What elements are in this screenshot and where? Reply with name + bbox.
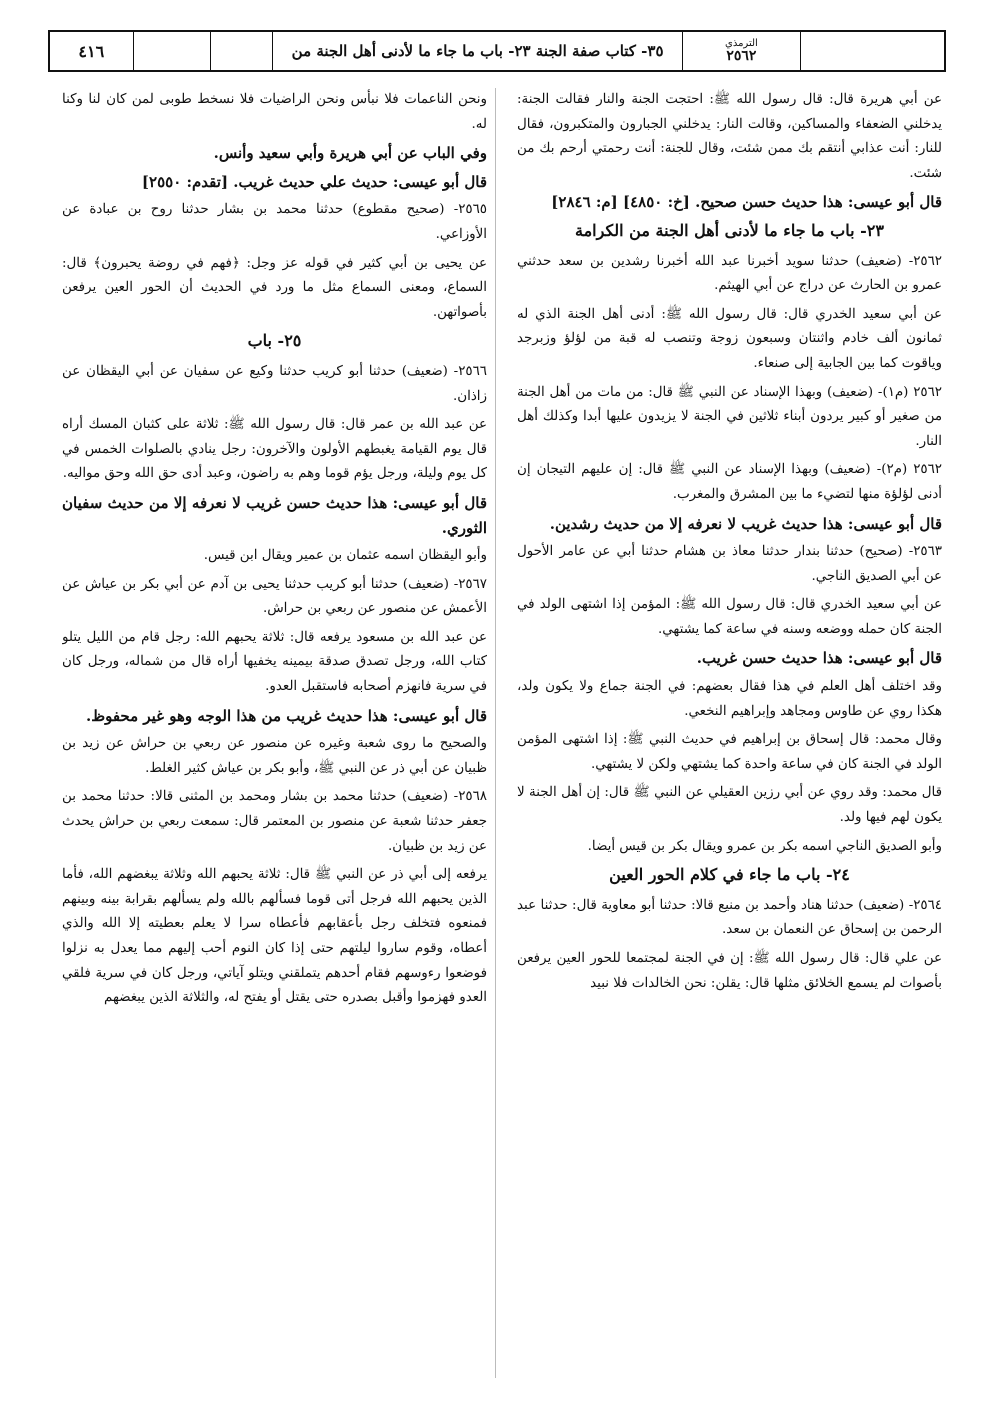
paragraph: وأبو اليقظان اسمه عثمان بن عمير ويقال ابن قيس. — [203, 548, 487, 564]
paragraph: وأبو الصديق الناجي اسمه بكر بن عمرو ويقال بكر بن قيس أيضا. — [587, 838, 942, 854]
header-cell-empty — [211, 32, 273, 70]
paragraph: عن عبد الله بن عمر قال: قال رسول الله ﷺ: ثلاثة على كثبان المسك أراه قال يوم القيامة يغبطهم الأولون والآخرون: رجل ينادي بالصلوات الخمس في كل يوم وليلة، ورجل يؤم قوما وهم به راضون، وعبد أدى حق الله وحق مواليه. — [62, 417, 487, 482]
hadith-chain: ٢٥٦٢ (م٢)- (ضعيف) وبهذا الإسناد عن النبي ﷺ قال: إن عليهم التيجان إن أدنى لؤلؤة منها لتضيء ما بين المشرق والمغرب. — [517, 462, 942, 502]
hadith-chain: ٢٥٦٢- (ضعيف) حدثنا سويد أخبرنا عبد الله أخبرنا رشدين بن سعد حدثني عمرو بن الحارث عن دراج عن أبي الهيثم. — [517, 253, 942, 294]
chapter-heading: ٢٣- باب ما جاء ما لأدنى أهل الجنة من الكرامة — [575, 220, 884, 240]
right-column — [517, 88, 942, 1378]
paragraph: وقد اختلف أهل العلم في هذا فقال بعضهم: في الجنة جماع ولا يكون ولد، هكذا روي عن طاوس ومجاهد وإبراهيم النخعي. — [517, 679, 942, 719]
tirmidhi-comment: قال أبو عيسى: حديث علي حديث غريب. [تقدم: ٢٥٥٠] — [141, 172, 487, 191]
hadith-chain: ٢٥٦٦- (ضعيف) حدثنا أبو كريب حدثنا وكيع عن سفيان عن أبي اليقظان عن زاذان. — [62, 363, 487, 404]
paragraph: يرفعه إلى أبي ذر عن النبي ﷺ قال: ثلاثة يحبهم الله وثلاثة يبغضهم الله، فأما الذين يحبهم الله فرجل أتى قوما فسألهم بالله ولم يسألهم بقرابة بينه وبينهم فمنعوه فتخلف رجل بأعقابهم فأعطاه سرا لا يعلم بعطيته إلا الله والذي أعطاه، وقوم ساروا ليلتهم حتى إذا كان النوم أحب إليهم مما يعدل به نزلوا فوضعوا رءوسهم فقام أحدهم يتملقني ويتلو آياتي، ورجل كان في سرية فلقي العدو فهزموا وأقبل بصدره حتى يقتل أو يفتح له، والثلاثة الذين يبغضهم — [62, 867, 487, 1006]
paragraph: قال محمد: وقد روي عن أبي رزين العقيلي عن النبي ﷺ قال: إن أهل الجنة لا يكون لهم فيها ولد. — [517, 785, 942, 826]
paragraph: ونحن الناعمات فلا نبأس ونحن الراضيات فلا نسخط طوبى لمن كان لنا وكنا له. — [62, 92, 487, 132]
tirmidhi-comment: قال أبو عيسى: هذا حديث حسن غريب لا نعرفه إلا من حديث سفيان الثوري. — [62, 493, 487, 537]
page-number: ٤١٦ — [50, 32, 134, 70]
tirmidhi-comment: قال أبو عيسى: هذا حديث حسن صحيح. [خ: ٤٨٥٠] [م: ٢٨٤٦] — [551, 193, 942, 212]
tirmidhi-comment: قال أبو عيسى: هذا حديث حسن غريب. — [696, 649, 942, 668]
chapter-heading: ٢٥- باب — [247, 331, 302, 351]
column-divider — [495, 88, 496, 1378]
hadith-chain: ٢٥٦٤- (ضعيف) حدثنا هناد وأحمد بن منيع قالا: حدثنا أبو معاوية قال: حدثنا عبد الرحمن بن إسحاق عن النعمان بن سعد. — [517, 897, 942, 938]
paragraph: عن أبي سعيد الخدري قال: قال رسول الله ﷺ: المؤمن إذا اشتهى الولد في الجنة كان حمله ووضعه وسنه في ساعة كما يشتهي. — [517, 597, 942, 637]
paragraph: عن أبي سعيد الخدري قال: قال رسول الله ﷺ: أدنى أهل الجنة الذي له ثمانون ألف خادم واثنتان وسبعون زوجة وتنصب له قبة من لؤلؤ وزبرجد وياقوت كما بين الجابية إلى صنعاء. — [517, 306, 942, 371]
hadith-chain: ٢٥٦٨- (ضعيف) حدثنا محمد بن بشار ومحمد بن المثنى قالا: حدثنا محمد بن جعفر حدثنا شعبة عن منصور بن المعتمر قال: سمعت ربعي بن حراش يحدث عن زيد بن ظبيان. — [62, 789, 487, 854]
hadith-chain: ٢٥٦٥- (صحيح مقطوع) حدثنا محمد بن بشار حدثنا روح بن عبادة عن الأوزاعي. — [62, 202, 487, 242]
tirmidhi-comment: قال أبو عيسى: هذا حديث غريب من هذا الوجه وهو غير محفوظ. — [85, 706, 487, 725]
paragraph: عن يحيى بن أبي كثير في قوله عز وجل: ﴿فهم في روضة يحبرون﴾ قال: السماع، ومعنى السماع مثل ما ورد في الحديث أن الحور العين يرفعن بأصواتهن. — [62, 255, 487, 320]
hadith-chain: ٢٥٦٣- (صحيح) حدثنا بندار حدثنا معاذ بن هشام حدثنا أبي عن عامر الأحول عن أبي الصديق الناجي. — [517, 544, 942, 584]
tirmidhi-comment: قال أبو عيسى: هذا حديث غريب لا نعرفه إلا من حديث رشدين. — [549, 514, 942, 533]
hadith-chain: ٢٥٦٢ (م١)- (ضعيف) وبهذا الإسناد عن النبي ﷺ قال: من مات من أهل الجنة من صغير أو كبير يردون أبناء ثلاثين في الجنة لا يزيدون عليها أبدا وكذلك أهل النار. — [517, 384, 942, 449]
header-cell-empty — [134, 32, 212, 70]
header-cell-empty — [801, 32, 944, 70]
hadith-number: ٢٥٦٢ — [726, 47, 757, 64]
paragraph: والصحيح ما روى شعبة وغيره عن منصور عن ربعي بن حراش عن زيد بن ظبيان عن أبي ذر عن النبي ﷺ، وأبو بكر بن عياش كثير الغلط. — [62, 736, 487, 776]
paragraph: وقال محمد: قال إسحاق بن إبراهيم في حديث النبي ﷺ: إذا اشتهى المؤمن الولد في الجنة كان في ساعة واحدة كما يشتهي ولكن لا يشتهي. — [517, 732, 942, 772]
left-column — [62, 88, 487, 1378]
paragraph: عن علي قال: قال رسول الله ﷺ: إن في الجنة لمجتمعا للحور العين يرفعن بأصوات لم يسمع الخلائق مثلها قال: يقلن: نحن الخالدات فلا نبيد — [517, 951, 942, 991]
book-hadith-cell — [683, 32, 800, 70]
hadith-chain: ٢٥٦٧- (ضعيف) حدثنا أبو كريب حدثنا يحيى بن آدم عن أبي بكر بن عياش عن الأعمش عن منصور عن ربعي بن حراش. — [62, 576, 487, 617]
chapter-title: ٣٥- كتاب صفة الجنة ٢٣- باب ما جاء ما لأدنى أهل الجنة من — [273, 32, 683, 70]
book-name: الترمذي — [725, 37, 758, 49]
bab-note: وفي الباب عن أبي هريرة وأبي سعيد وأنس. — [213, 144, 487, 163]
paragraph: عن أبي هريرة قال: قال رسول الله ﷺ: احتجت الجنة والنار فقالت الجنة: يدخلني الضعفاء والمساكين، وقالت النار: يدخلني الجبارون والمتكبرون، فقال للنار: أنت عذابي أنتقم بك ممن شئت، وقال للجنة: أنت رحمتي أرحم بك من شئت. — [517, 92, 942, 181]
paragraph: عن عبد الله بن مسعود يرفعه قال: ثلاثة يحبهم الله: رجل قام من الليل يتلو كتاب الله، ورجل تصدق صدقة بيمينه يخفيها أراه قال من شماله، ورجل كان في سرية فانهزم أصحابه فاستقبل العدو. — [62, 629, 487, 695]
page-header — [48, 30, 946, 72]
chapter-heading: ٢٤- باب ما جاء في كلام الحور العين — [609, 865, 850, 885]
